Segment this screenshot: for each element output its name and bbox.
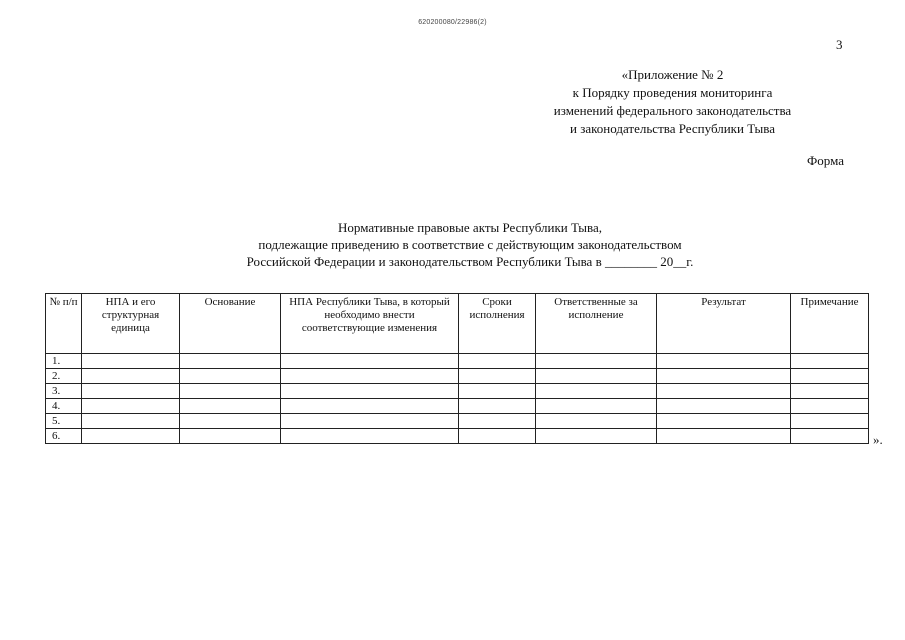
page-number: 3 (836, 37, 843, 52)
row-number-cell: 6. (46, 429, 82, 444)
appendix-heading (520, 66, 825, 138)
table-cell (180, 414, 281, 429)
table-cell (459, 414, 536, 429)
table-cell (82, 384, 180, 399)
table-cell (180, 369, 281, 384)
table-cell (281, 429, 459, 444)
title-line: Российской Федерации и законодательством Республики Тыва в ________ 20__г. (246, 254, 694, 269)
column-header-tyva-act: НПА Республики Тыва, в который необходимо внести соответствующие изменения (281, 294, 459, 354)
table-cell (536, 369, 657, 384)
document-id: 620200080/22986(2) (418, 19, 487, 26)
table-cell (536, 414, 657, 429)
title-line: Нормативные правовые акты Республики Тыва, (338, 220, 602, 235)
table-cell (281, 399, 459, 414)
table-cell (791, 414, 869, 429)
table-header-row (46, 294, 869, 354)
title-line: подлежащие приведению в соответствие с действующим законодательством (258, 237, 682, 252)
table-cell (459, 384, 536, 399)
column-header-deadline: Сроки исполнения (459, 294, 536, 354)
row-number-cell: 2. (46, 369, 82, 384)
table-cell (657, 354, 791, 369)
monitoring-table (45, 293, 869, 444)
table-row (46, 354, 869, 369)
document-title (150, 219, 790, 270)
table-cell (791, 369, 869, 384)
table-cell (657, 414, 791, 429)
row-number-cell: 5. (46, 414, 82, 429)
table-cell (791, 399, 869, 414)
table-cell (180, 399, 281, 414)
table-cell (180, 429, 281, 444)
table-cell (281, 354, 459, 369)
table-cell (82, 429, 180, 444)
table-cell (180, 354, 281, 369)
row-number-cell: 4. (46, 399, 82, 414)
table-cell (536, 384, 657, 399)
table-cell (82, 414, 180, 429)
appendix-line: и законодательства Республики Тыва (570, 121, 775, 136)
column-header-responsible: Ответственные за исполнение (536, 294, 657, 354)
table-cell (281, 384, 459, 399)
table-cell (657, 369, 791, 384)
closing-quote-mark: ». (873, 432, 883, 447)
appendix-line: «Приложение № 2 (621, 67, 724, 82)
column-header-note: Примечание (791, 294, 869, 354)
row-number-cell: 1. (46, 354, 82, 369)
column-header-basis: Основание (180, 294, 281, 354)
table-cell (791, 384, 869, 399)
table-cell (536, 429, 657, 444)
table-cell (281, 414, 459, 429)
column-header-number: № п/п (46, 294, 82, 354)
form-label: Форма (807, 153, 844, 168)
appendix-line: изменений федерального законодательства (553, 103, 792, 118)
row-number-cell: 3. (46, 384, 82, 399)
table-cell (459, 369, 536, 384)
table-cell (657, 384, 791, 399)
table-cell (459, 399, 536, 414)
table-row (46, 399, 869, 414)
table-cell (82, 354, 180, 369)
table-cell (791, 354, 869, 369)
table-row (46, 414, 869, 429)
table-cell (657, 399, 791, 414)
table-row (46, 384, 869, 399)
table-cell (536, 354, 657, 369)
table-cell (791, 429, 869, 444)
table-cell (281, 369, 459, 384)
table-cell (657, 429, 791, 444)
column-header-npa: НПА и его структурная единица (82, 294, 180, 354)
table-cell (82, 399, 180, 414)
table-cell (459, 429, 536, 444)
table-cell (459, 354, 536, 369)
table-row (46, 429, 869, 444)
table-cell (82, 369, 180, 384)
column-header-result: Результат (657, 294, 791, 354)
table-cell (536, 399, 657, 414)
appendix-line: к Порядку проведения мониторинга (572, 85, 773, 100)
table-row (46, 369, 869, 384)
table-cell (180, 384, 281, 399)
